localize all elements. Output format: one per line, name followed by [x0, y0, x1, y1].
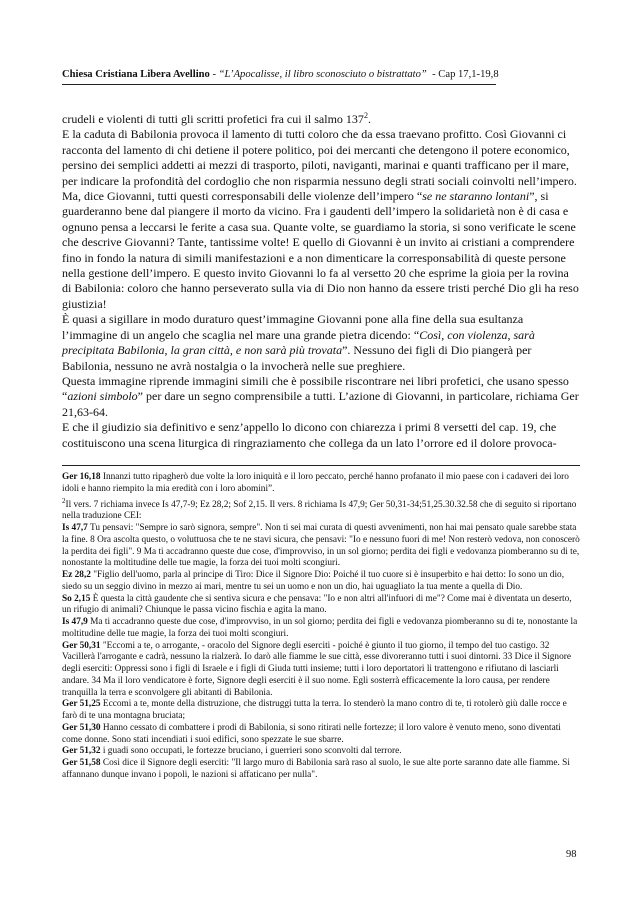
header-organization: Chiesa Cristiana Libera Avellino: [62, 69, 210, 80]
footnote-rule: [62, 465, 580, 466]
page-number: 98: [566, 849, 577, 860]
paragraph-1-text: crudeli e violenti di tutti gli scritti profetici fra cui il salmo 137: [62, 112, 364, 126]
footnote-ref-2: 2: [363, 111, 368, 120]
header-separator: -: [209, 69, 219, 80]
paragraph-1: [62, 108, 580, 127]
footnote-item: [62, 746, 580, 758]
footnote-reference: Ger 51,58: [62, 758, 101, 769]
footnote-reference: Ger 51,30: [62, 722, 101, 733]
footnote-item: [62, 723, 580, 747]
footnote-reference: So 2,15: [62, 593, 91, 604]
paragraph-2: E la caduta di Babilonia provoca il lamento di tutti coloro che da essa traevano profitto. Così Giovanni ci racconta del lamento di chi detiene il potere politico, poi dei mercanti che detengono il potere economico, persino dei semplici addetti ai mezzi di trasporto, piloti, naviganti, marinai e quanti trafficano per il mare, per indicare la profondità del cordoglio che non risparmia nessuno degli strati sociali coinvolti nell’impero.: [62, 127, 577, 188]
paragraph-3-text-b: ”, si guarderanno bene dal piangere il morto da vicino. Fra i gaudenti dell’impero la solidarietà non è di casa e ognuno pensa a leccarsi le ferite a casa sua. Quante volte, se guardiamo la storia, si sono verificate le scene che descrive Giovanni? Tante, tantissime volte! E quello di Giovanni è un invito ai cristiani a comprendere fino in fondo la natura di simili manifestazioni e a non dimenticare la corresponsabilità di queste persone nella gestione dell’impero. E questo invito Giovanni lo fa al versetto 20 che esprime la gioia per la rovina di Babilonia: coloro che hanno perseverato sulla via di Dio non hanno da essere tristi perché Dio gli ha reso giustizia!: [62, 189, 579, 311]
footnote-item: [62, 641, 580, 700]
paragraph-4: [62, 312, 580, 374]
footnote-text: Ma ti accadranno queste due cose, d'improvviso, in un sol giorno; perdita dei figli e vedovanza piomberanno su di te, nonostante la moltitudine delle tue magie, la forza dei tuoi molti scongiuri.: [62, 617, 578, 639]
footnote-text: Innanzi tutto ripagherò due volte la loro iniquità e il loro peccato, perché hanno profanato il mio paese con i cadaveri dei loro idoli e hanno riempito la mia eredità con i loro abomini”.: [62, 472, 569, 494]
footnote-item: [62, 570, 580, 594]
paragraph-5-quote: azioni simbolo: [67, 389, 138, 404]
footnote-number: 2: [62, 496, 66, 505]
paragraph-5-text-b: ” per dare un segno comprensibile a tutti. L’azione di Giovanni, in particolare, richiama Ger 21,63-64.: [62, 389, 579, 419]
footnote-text: È questa la città gaudente che si sentiva sicura e che pensava: "Io e non altri all'infuori di me"? Come mai è diventata un deserto, un rifugio di animali? Chiunque le passa vicino fischia e agita la mano.: [62, 593, 572, 616]
footnote-text: Eccomi a te, monte della distruzione, che distruggi tutta la terra. Io stenderò la mano contro di te, ti rotolerò giù dalle rocce e farò di te una montagna bruciata;: [62, 699, 567, 722]
paragraph-3-quote: se ne staranno lontani: [422, 189, 530, 204]
footnote-text: Hanno cessato di combattere i prodi di Babilonia, si sono ritirati nelle fortezze; il loro valore è venuto meno, sono diventati come donne. Sono stati incendiati i suoi edifici, sono spezzate le sue sbarre.: [62, 722, 561, 745]
main-text: [62, 108, 580, 451]
paragraph-4-text-b: ”. Nessuno dei figli di Dio piangerà per Babilonia, nessuno ne avrà nostalgia o la invocherà nelle sue preghiere.: [62, 343, 532, 373]
footnote-reference: Ger 50,31: [62, 640, 101, 651]
header-chapter: - Cap 17,1-19,8: [426, 69, 499, 80]
footnote-reference: Is 47,9: [62, 617, 88, 628]
footnote-text: Così dice il Signore degli eserciti: "Il largo muro di Babilonia sarà raso al suolo, le sue alte porte saranno date alle fiamme. Si affannano dunque invano i popoli, le nazioni si affaticano per nulla".: [62, 758, 570, 780]
footnote-item: [62, 472, 580, 496]
paragraph-3: [62, 189, 580, 312]
footnote-item: [62, 594, 580, 618]
footnote-reference: Ger 51,25: [62, 699, 101, 710]
footnote-reference: Ez 28,2: [62, 570, 91, 581]
footnote-item: [62, 617, 580, 641]
footnote-text: "Figlio dell'uomo, parla al principe di Tiro: Dice il Signore Dio: Poiché il tuo cuore si è insuperbito e hai detto: Io sono un dio, siedo su un seggio divino in mezzo ai mari, mentre tu sei un uomo e non un dio, hai uguagliato la tua mente a quella di Dio.: [62, 570, 565, 592]
footnote-reference: Ger 16,18: [62, 472, 101, 482]
footnote-reference: Is 47,7: [62, 523, 88, 534]
paragraph-3-text-a: Ma, dice Giovanni, tutti questi corresponsabili delle violenze dell’impero “: [62, 189, 423, 204]
footnote-item: [62, 523, 580, 570]
footnote-text: i guadi sono occupati, le fortezze bruciano, i guerrieri sono sconvolti dal terrore.: [100, 746, 402, 757]
footnote-text: Tu pensavi: "Sempre io sarò signora, sempre". Non ti sei mai curata di questi avvenimenti, non hai mai pensato quale sarebbe stata la fine. 8 Ora ascolta questo, o voluttuosa che te ne stavi sicura, che pensavi: "Io e nessuno fuori di me! Non resterò vedova, non conoscerò la perdita dei figli". 9 Ma ti accadranno queste due cose, d'improvviso, in un sol giorno; perdita dei figli e vedovanza piomberanno su di te, nonostante la moltitudine delle tue magie, la forza dei tuoi molti scongiuri.: [62, 523, 580, 569]
footnotes: [62, 472, 580, 782]
footnote-text: Il vers. 7 richiama invece Is 47,7-9; Ez 28,2; Sof 2,15. Il vers. 8 richiama Is 47,9; Ger 50,31-34;51,25.30.32.58 che di seguito si riportano nella traduzione CEI:: [62, 499, 577, 522]
header-rule: [62, 84, 496, 85]
footnote-item: [62, 496, 580, 524]
footnote-item: [62, 758, 580, 782]
header-book-title: “L’Apocalisse, il libro sconosciuto o bistrattato”: [218, 69, 427, 80]
paragraph-6: E che il giudizio sia definitivo e senz’appello lo dicono con chiarezza i primi 8 versetti del cap. 19, che costituiscono una scena liturgica di ringraziamento che collega da un lato l’orrore ed il dolore provoca-: [62, 420, 557, 450]
paragraph-4-quote: Così, con violenza, sarà precipitata Babilonia, la gran città, e non sarà più trovata: [62, 327, 535, 358]
running-header: [62, 68, 578, 81]
footnote-text: "Eccomi a te, o arrogante, - oracolo del Signore degli eserciti - poiché è giunto il tuo giorno, il tempo del tuo castigo. 32 Vacillerà l'arrogante e cadrà, nessuno la rialzerà. Io darò alle fiamme le sue città, esse divoreranno tutti i suoi dintorni. 33 Dice il Signore degli eserciti: Oppressi sono i figli di Israele e i figli di Giuda tutti insieme; tutti i loro deportatori li trattengono e rifiutano di lasciarli andare. 34 Ma il loro vendicatore è forte, Signore degli eserciti è il suo nome. Egli sosterrà efficacemente la loro causa, per rendere tranquilla la terra e sconvolgere gli abitanti di Babilonia.: [62, 640, 571, 698]
footnote-reference: Ger 51,32: [62, 746, 101, 757]
paragraph-5-text-a: Questa immagine riprende immagini simili che è possibile riscontrare nei libri profetici, che usano spesso “: [62, 373, 569, 404]
paragraph-4-text-a: È quasi a sigillare in modo duraturo quest’immagine Giovanni pone alla fine della sua esultanza l’immagine di un angelo che scaglia nel mare una grande pietra dicendo: “: [62, 312, 524, 342]
paragraph-5: [62, 374, 580, 420]
footnote-item: [62, 699, 580, 723]
paragraph-1-end: .: [367, 112, 371, 126]
